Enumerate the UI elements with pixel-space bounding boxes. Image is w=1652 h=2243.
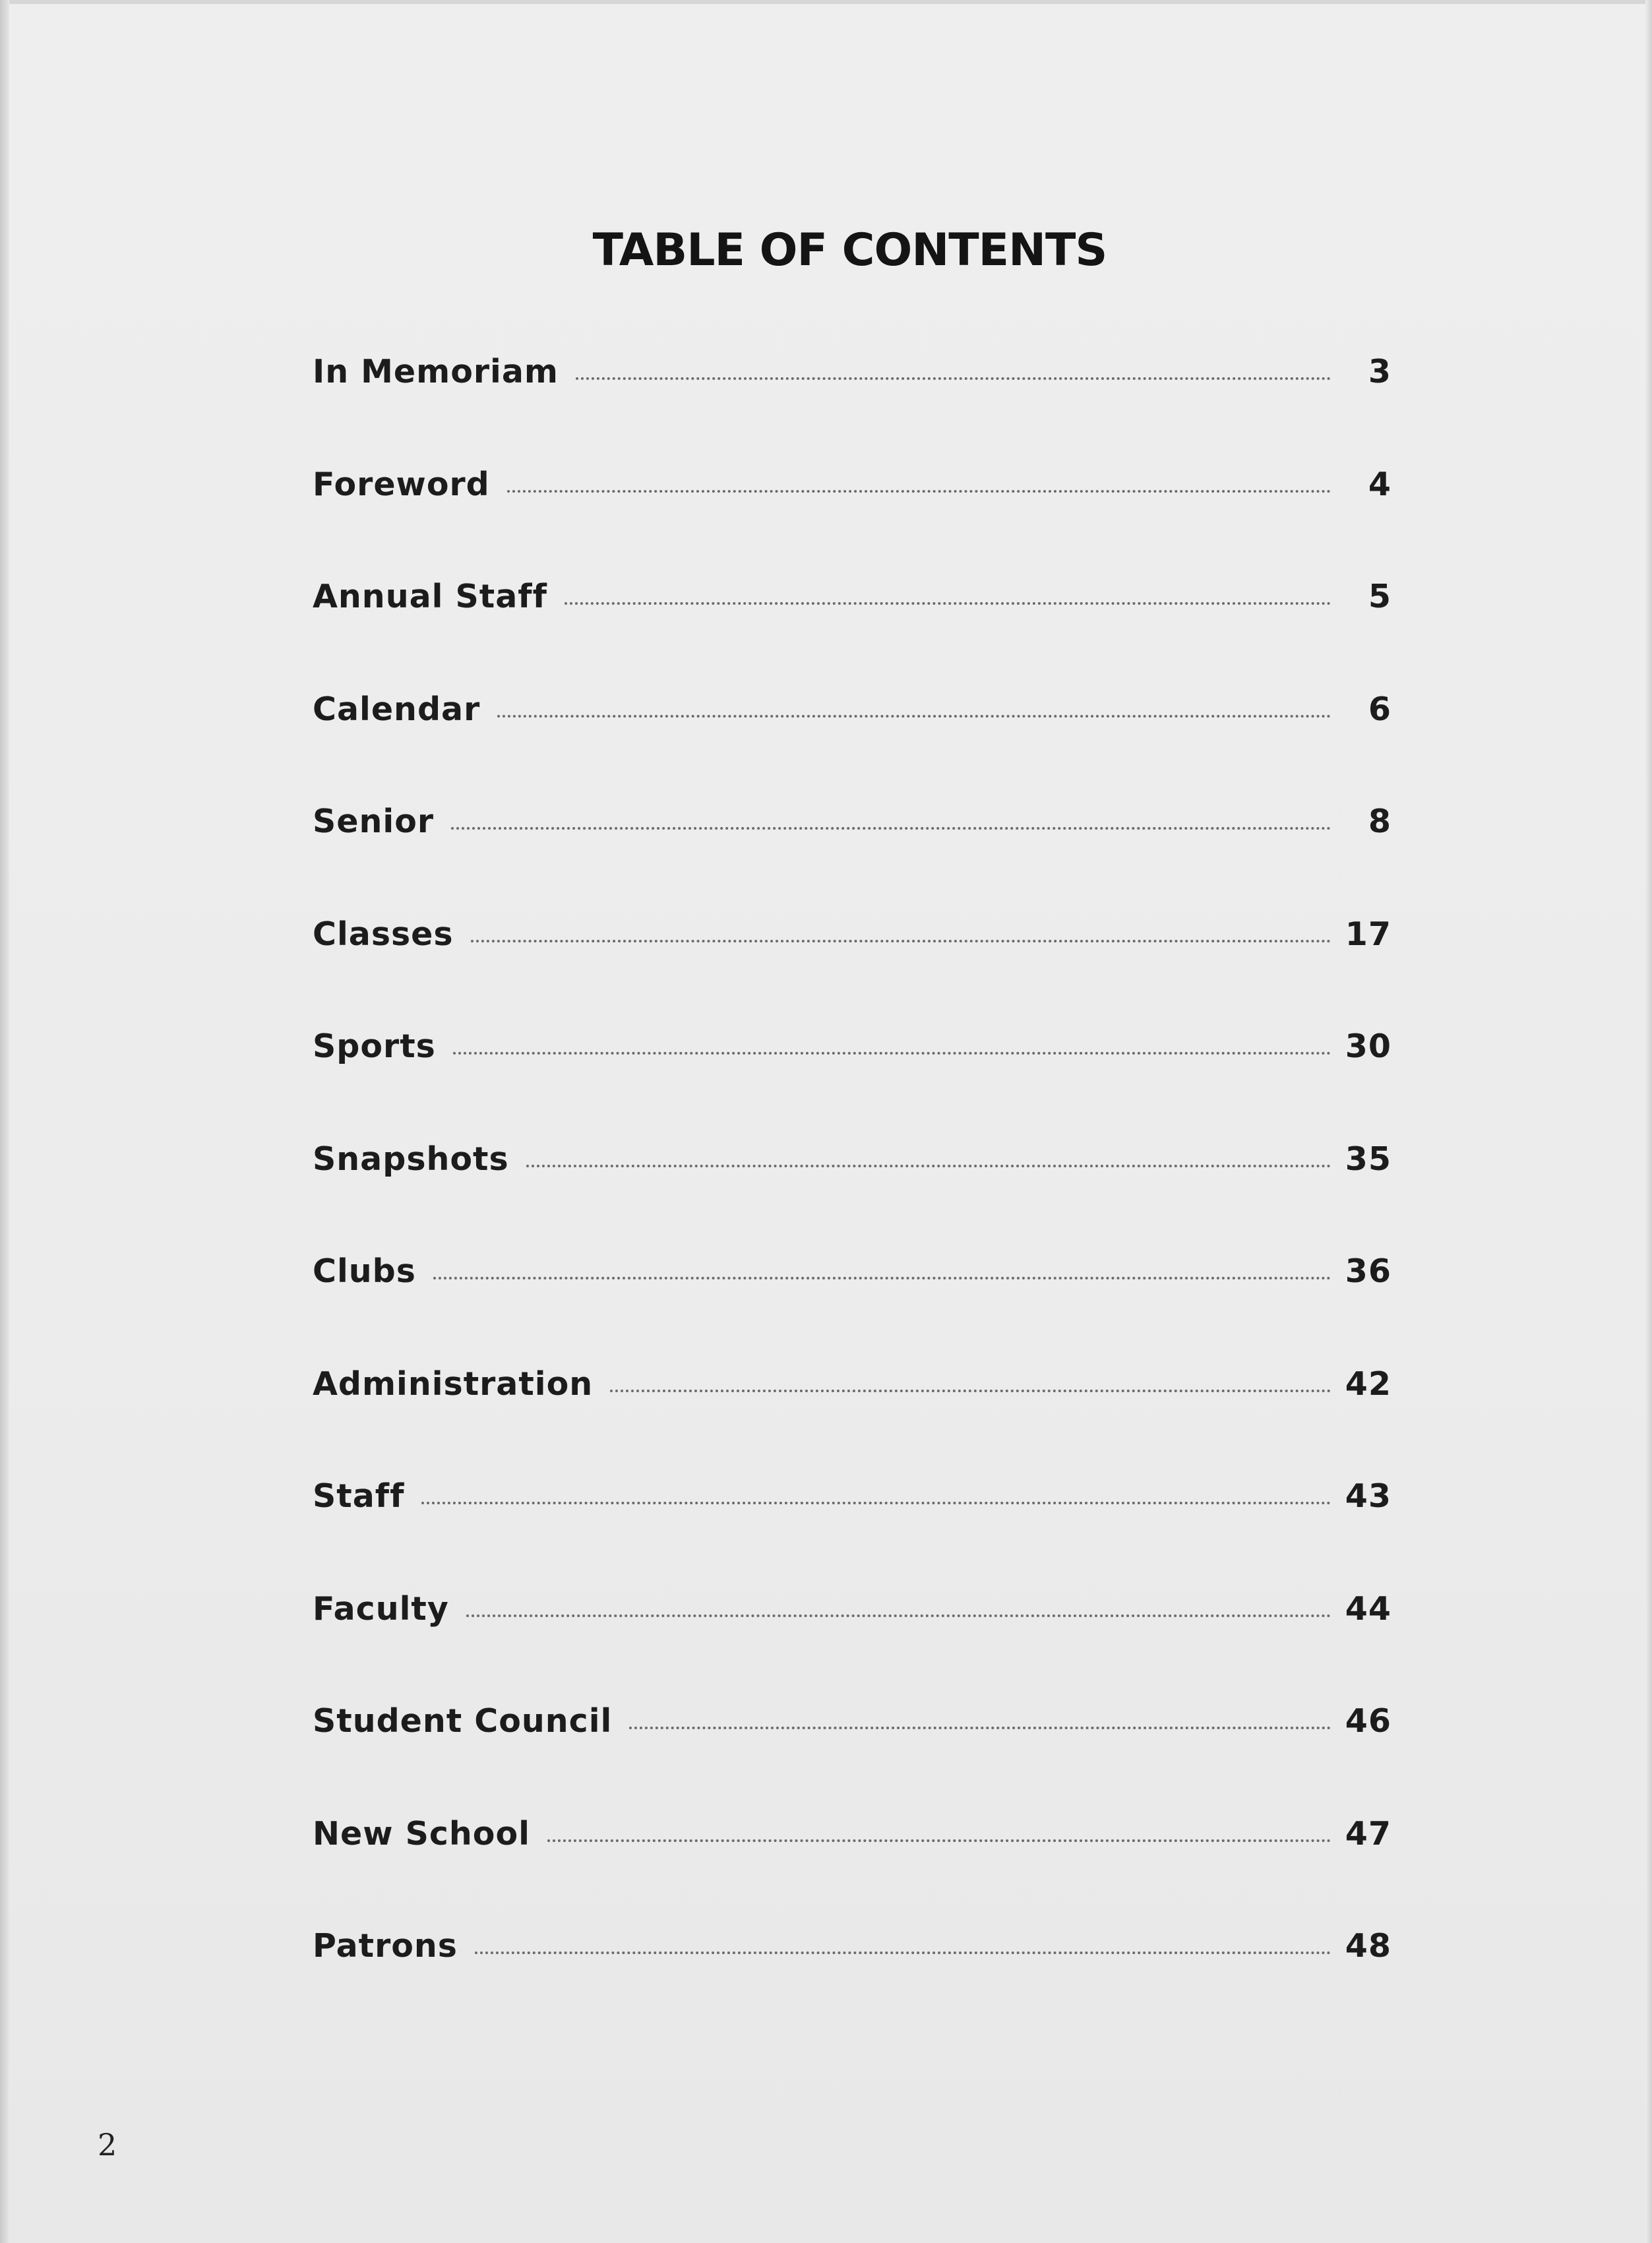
toc-entry-page: 48 [1345,1927,1392,1965]
toc-entry-page: 46 [1345,1702,1392,1740]
toc-entry-title: Senior [313,803,435,840]
dot-leader [610,1390,1331,1392]
toc-entry [313,1140,1392,1253]
toc-entry-title: Annual Staff [313,578,547,615]
toc-entry [313,1927,1392,2040]
dot-leader [629,1727,1330,1729]
page-edge-top [0,0,1652,4]
toc-entry [313,915,1392,1028]
dot-leader [421,1502,1330,1504]
toc-entry [313,1590,1392,1703]
dot-leader [547,1839,1331,1842]
toc-entry [313,691,1392,803]
toc-entry-page: 42 [1345,1365,1392,1403]
toc-entry-title: Sports [313,1028,436,1065]
dot-leader [433,1277,1331,1279]
toc-entry-title: Faculty [313,1589,449,1628]
page-edge-left [0,0,9,2243]
dot-leader [471,940,1331,942]
toc-entry-page: 3 [1368,353,1392,390]
toc-entry-page: 6 [1368,690,1392,728]
toc-entry [313,466,1392,578]
dot-leader [475,1951,1331,1954]
toc-entry-page: 35 [1345,1140,1392,1178]
table-of-contents [313,353,1392,2040]
toc-entry-page: 4 [1368,465,1392,503]
toc-entry-title: Patrons [313,1927,458,1965]
toc-entry [313,1252,1392,1365]
toc-entry-title: Calendar [313,690,481,728]
page-title: TABLE OF CONTENTS [592,224,1107,276]
toc-entry-page: 47 [1345,1814,1392,1853]
toc-entry-title: Administration [313,1365,594,1403]
toc-entry [313,803,1392,915]
toc-entry [313,353,1392,466]
page-edge-right [1645,0,1652,2243]
toc-entry [313,1028,1392,1140]
toc-entry-title: Clubs [313,1252,416,1290]
dot-leader [526,1165,1331,1167]
toc-entry [313,1365,1392,1478]
toc-entry-title: Classes [313,915,454,953]
dot-leader [466,1614,1331,1617]
toc-entry-page: 5 [1368,578,1392,615]
toc-entry-page: 43 [1345,1477,1392,1515]
dot-leader [507,490,1331,493]
toc-entry-title: New School [313,1814,530,1853]
dot-leader [453,1052,1331,1055]
dot-leader [497,715,1331,718]
toc-entry-page: 36 [1345,1252,1392,1290]
dot-leader [565,602,1331,605]
toc-entry [313,1477,1392,1590]
toc-entry-page: 8 [1368,803,1392,840]
dot-leader [451,827,1331,830]
toc-entry [313,1702,1392,1815]
toc-entry [313,1815,1392,1928]
toc-entry-page: 17 [1345,915,1392,953]
toc-entry-page: 44 [1345,1589,1392,1628]
toc-entry-page: 30 [1345,1028,1392,1065]
toc-entry-title: Foreword [313,465,490,503]
toc-entry-title: Snapshots [313,1140,509,1178]
toc-entry [313,578,1392,691]
toc-entry-title: In Memoriam [313,353,559,390]
page-number: 2 [98,2127,117,2163]
toc-entry-title: Student Council [313,1702,613,1740]
toc-entry-title: Staff [313,1477,405,1515]
dot-leader [576,377,1331,380]
